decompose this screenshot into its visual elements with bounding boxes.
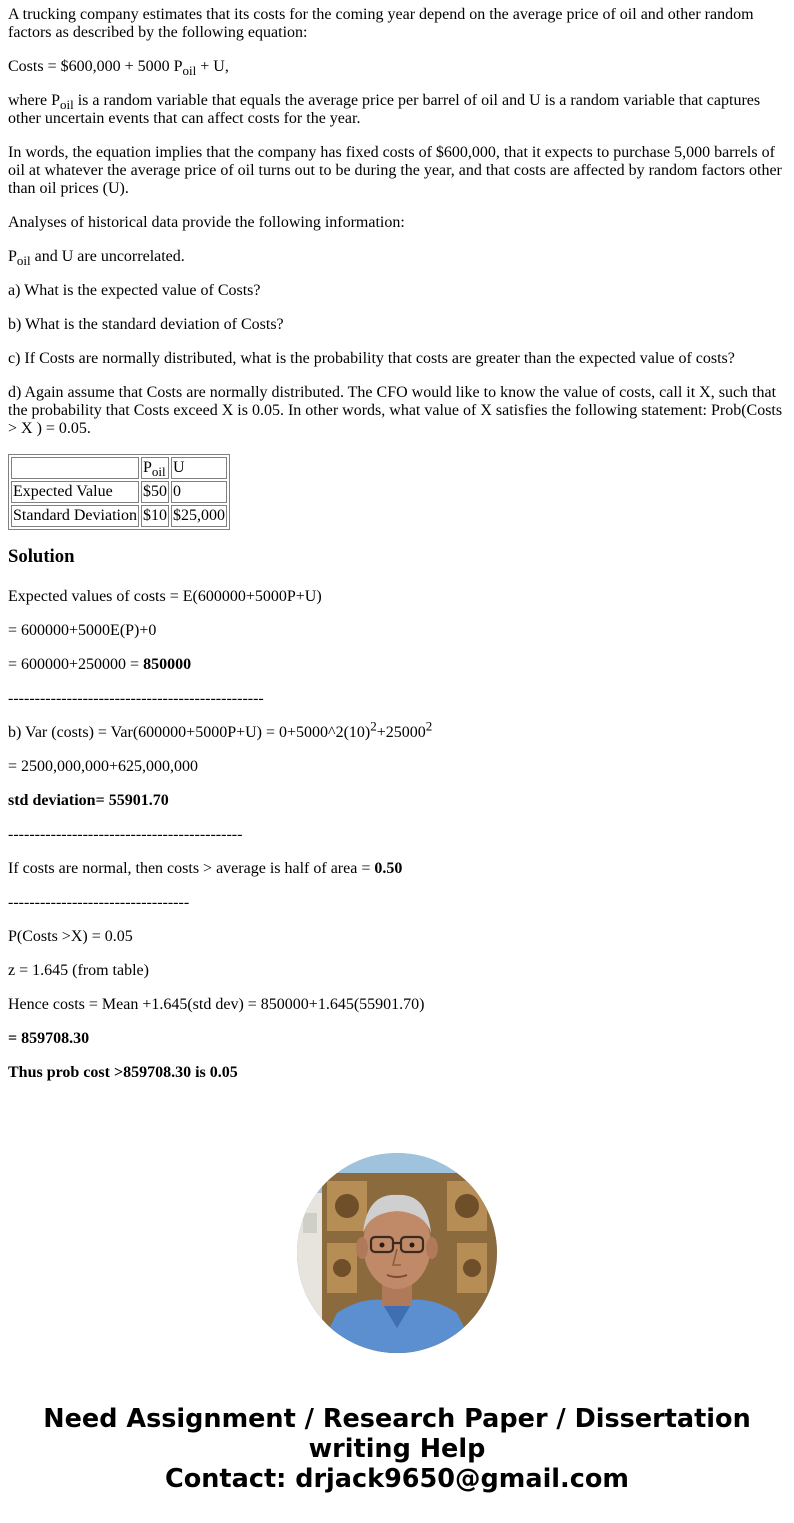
variance-sup-1: 2 (370, 718, 377, 734)
variance-text: b) Var (costs) = Var(600000+5000P+U) = 0+5000^2(10) (8, 724, 371, 741)
hence-line: Hence costs = Mean +1.645(std dev) = 850000+1.645(55901.70) (8, 996, 425, 1013)
question-c: c) If Costs are normally distributed, what is the probability that costs are greater than the expected value of costs? (8, 350, 735, 367)
separator-2: -------------------------------------------- (8, 826, 243, 843)
probability-line: P(Costs >X) = 0.05 (8, 928, 133, 945)
expected-value-result: 850000 (143, 656, 192, 673)
question-d: d) Again assume that Costs are normally distributed. The CFO would like to know the value of costs, call it X, such that the probability that Costs exceed X is 0.05. In other words, what value of X satisfies the following statement: Prob(Costs > X ) = 0.05. (8, 384, 783, 437)
table-cell-u: $25,000 (171, 505, 227, 527)
expected-line-2: = 600000+5000E(P)+0 (8, 622, 157, 639)
intro-paragraph: A trucking company estimates that its costs for the coming year depend on the average price of oil and other random factors as described by the following equation: (8, 6, 754, 41)
table-header-u: U (171, 457, 227, 479)
normal-text: If costs are normal, then costs > average is half of area = (8, 860, 375, 877)
footer-line-2: writing Help (308, 1434, 486, 1464)
expected-line-3 (8, 656, 786, 674)
question-b: b) What is the standard deviation of Costs? (8, 316, 284, 333)
equation-text-end: + U, (196, 58, 229, 75)
cost-equation (8, 58, 786, 79)
footer-contact: Contact: drjack9650@gmail.com (165, 1464, 629, 1494)
separator-3: ---------------------------------- (8, 894, 190, 911)
analyses-paragraph: Analyses of historical data provide the following information: (8, 214, 405, 231)
footer-line-1: Need Assignment / Research Paper / Dissertation (43, 1404, 751, 1434)
conclusion-text: Thus prob cost >859708.30 is 0.05 (8, 1064, 238, 1081)
z-line: z = 1.645 (from table) (8, 962, 149, 979)
expected-line-1: Expected values of costs = E(600000+5000P+U) (8, 588, 322, 605)
variance-text-mid: +25000 (376, 724, 426, 741)
where-text: where P (8, 92, 60, 109)
x-result: = 859708.30 (8, 1030, 90, 1047)
header-poil-text: P (142, 459, 152, 476)
table-row-label: Standard Deviation (11, 505, 139, 527)
expected-line-3-text: = 600000+250000 = (8, 656, 144, 673)
normal-line (8, 860, 786, 878)
portrait-image (297, 1153, 497, 1353)
table-header-poil (141, 457, 169, 479)
table-header-row (11, 457, 227, 479)
header-poil-subscript: oil (151, 464, 166, 480)
uncorrelated-text: P (8, 248, 17, 265)
uncorrelated-paragraph (8, 248, 786, 269)
solution-heading: Solution (8, 546, 75, 567)
avatar-photo (297, 1153, 497, 1353)
variance-sup-2: 2 (425, 718, 433, 734)
normal-result: 0.50 (374, 860, 403, 877)
equation-subscript: oil (182, 63, 197, 79)
author-avatar (297, 1153, 497, 1353)
std-dev-line (8, 792, 786, 810)
where-text-end: is a random variable that equals the average price per barrel of oil and U is a random variable that captures other uncertain events that can affect costs for the year. (8, 92, 761, 127)
result-line (8, 1030, 786, 1048)
statistics-table (8, 454, 230, 530)
separator-1: ------------------------------------------------ (8, 690, 264, 707)
table-cell-poil: $10 (141, 505, 169, 527)
uncorrelated-subscript: oil (16, 253, 31, 269)
variance-line-1 (8, 718, 786, 742)
table-corner-cell (11, 457, 139, 479)
equation-text: Costs = $600,000 + 5000 P (8, 58, 183, 75)
question-a: a) What is the expected value of Costs? (8, 282, 261, 299)
table-row (11, 481, 227, 503)
where-subscript: oil (59, 97, 74, 113)
table-cell-u: 0 (171, 481, 227, 503)
conclusion-line (8, 1064, 786, 1082)
std-dev-result: std deviation= 55901.70 (8, 792, 169, 809)
footer-banner (0, 1404, 794, 1494)
uncorrelated-text-end: and U are uncorrelated. (30, 248, 185, 265)
table-row (11, 505, 227, 527)
in-words-paragraph: In words, the equation implies that the company has fixed costs of $600,000, that it expects to purchase 5,000 barrels of oil at whatever the average price of oil turns out to be during the year, and that costs are affected by random factors other than oil prices (U). (8, 144, 782, 197)
variance-line-2: = 2500,000,000+625,000,000 (8, 758, 199, 775)
where-paragraph (8, 92, 786, 128)
table-row-label: Expected Value (11, 481, 139, 503)
table-cell-poil: $50 (141, 481, 169, 503)
